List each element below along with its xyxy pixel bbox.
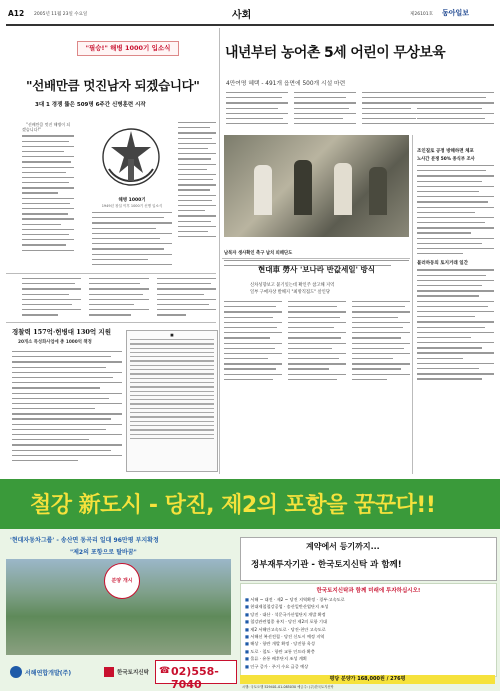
ad-callout-body: 정부재투자기관 - 한국토지신탁 과 함께! <box>251 560 402 570</box>
ad-list-item <box>245 596 492 603</box>
brand-name: 동아일보 <box>442 9 470 17</box>
ad-list-item-text: 서해선 복선전철 · 당진 신도시 예정 지역 <box>250 634 325 640</box>
ad-list-item-text: 현대제철철강공업 · 송산일반산업단지 조성 <box>250 604 329 610</box>
ad-list-item <box>245 603 492 610</box>
check-icon: ■ <box>245 663 251 669</box>
company2-icon <box>104 667 114 677</box>
emblem-caption <box>92 197 172 209</box>
article4-subhead2: 일부 구매자상 발해지 "최방직접도" 살인당 <box>250 290 330 295</box>
ad-list-item-text: 도로 · 철도 · 항만 교통 인프라 확충 <box>250 648 315 654</box>
ad-phone-box[interactable] <box>155 660 237 691</box>
section-title: 사회 <box>232 10 252 21</box>
ad-list-item <box>245 640 492 647</box>
ad-list-item <box>245 663 492 670</box>
ad-list <box>241 594 496 672</box>
brand-logo <box>442 8 469 18</box>
sidebar-item1-sub: 노사간 분쟁 50% 종식부 조사 <box>417 157 475 162</box>
ad-callout <box>240 537 497 581</box>
ad-list-item <box>245 626 492 633</box>
emblem-caption-body <box>92 212 172 269</box>
article4-headline: 현대車 勞사 '보나라 반값세일' 방식 <box>258 265 375 274</box>
check-icon: ■ <box>245 648 251 654</box>
sidebar-body <box>417 92 494 128</box>
company2-name: 한국토지신탁 <box>117 670 149 676</box>
kicker-box <box>77 41 179 56</box>
ad-list-panel <box>240 583 497 677</box>
section-divider <box>6 322 216 323</box>
ad-list-item-text: 인구 증가 · 주거 수요 급증 예상 <box>250 663 309 669</box>
edition-number: 제26101호 <box>410 12 434 17</box>
company1-name: 서해연합개발(주) <box>25 669 72 677</box>
ad-list-item <box>245 618 492 625</box>
ad-price: 평당 분양가 168,000원 / 276평 <box>329 676 406 682</box>
emblem-caption-title: 해병 1000기 <box>118 198 146 203</box>
article1-footer-body <box>22 278 216 320</box>
news-photo <box>224 135 409 237</box>
ad-list-item-text: 제2 서해안고속도로 · 당진-천안 고속도로 <box>250 626 326 632</box>
ad-aerial-photo <box>6 559 231 655</box>
ad-list-item <box>245 655 492 662</box>
check-icon: ■ <box>245 656 251 662</box>
check-icon: ■ <box>245 641 251 647</box>
ad-list-item-text: 철강관련업종 유치 · 당진 제2의 포항 기대 <box>250 619 328 625</box>
column-divider <box>412 135 413 474</box>
check-icon: ■ <box>245 611 251 617</box>
article1-body-col3 <box>178 122 216 272</box>
sidebar-item1-title: 조인질로 공정 방해하면 체포 <box>417 149 474 154</box>
article1-subhead: 3대 1 경쟁 뚫은 509명 6주간 신병훈련 시작 <box>35 102 146 108</box>
ad-company2 <box>104 661 149 683</box>
ad-list-item <box>245 648 492 655</box>
ad-list-item-text: 물류 · 유통 배후단지 조성 계획 <box>250 656 307 662</box>
article3-subhead: 4만여명 혜택 - 491개 읍면에 500개 시설 마련 <box>226 81 346 87</box>
article4-subhead: 신차성향보고 붙기잇는데 확인주 참고해 지역 <box>250 283 335 288</box>
article2-headline: 경찰력 157억·헌병대 130억 지원 <box>12 328 111 336</box>
sidebar-section <box>417 148 494 384</box>
article2-body <box>12 351 122 465</box>
check-icon: ■ <box>245 634 251 640</box>
page-number: A12 <box>8 9 25 18</box>
emblem-caption-text: 1949년 창설 이후 1000기 신병 입소식 <box>101 204 163 208</box>
article2-subhead: 20개소 특성화사업에 총 1000억 책정 <box>18 340 92 345</box>
page-header <box>0 0 500 26</box>
ad-headline: 철강 新도시 - 당진, 제2의 포항을 꿈꾼다!! <box>30 493 436 518</box>
ad-list-item <box>245 611 492 618</box>
check-icon: ■ <box>245 597 251 602</box>
column-divider <box>219 28 220 474</box>
article4-body <box>224 301 410 384</box>
ad-phone: 02)558-7040 <box>171 665 219 691</box>
kicker: "필승!" 해병 1000기 입소식 <box>85 44 171 52</box>
article1-headline: "선배만큼 멋진남자 되겠습니다" <box>26 78 200 93</box>
ad-badge-text: 분양 개시 <box>111 578 133 584</box>
article1-body-col1 <box>22 122 74 272</box>
check-icon: ■ <box>245 604 251 610</box>
check-icon: ■ <box>245 626 251 632</box>
article1-lead: "선배만큼 멋진 해병이 되겠습니다!" <box>22 122 71 133</box>
photo-caption-title: 남북자 생사확인 촉구 납치 피해단도 <box>224 251 293 256</box>
article3-headline: 내년부터 농어촌 5세 어린이 무상보육 <box>225 45 446 61</box>
ad-list-title: 한국토지신탁과 함께 미래에 투자하십시오! <box>316 588 421 594</box>
section-divider <box>6 273 216 274</box>
data-table: ■ <box>126 330 218 472</box>
ad-banner <box>0 479 500 529</box>
ad-badge <box>104 563 140 599</box>
check-icon: ■ <box>245 619 251 625</box>
advertisement <box>0 479 500 691</box>
ad-price-bar <box>240 675 495 684</box>
ad-company1 <box>10 661 71 683</box>
ad-list-item-text: 서해 ~ 대전 · 제2 ~ 당진 지역확정 · 경부·고속도로 <box>250 597 345 602</box>
marine-emblem <box>95 121 167 195</box>
ad-callout-title: 계약에서 등기까지... <box>306 542 380 551</box>
ad-bottom-note: 시행: 국토오행 529401-01-085030 예금주: (주)한국토지신탁 <box>242 685 334 689</box>
date-line: 2005년 11월 23일 수요일 <box>34 12 88 17</box>
ad-sub-left: '현대자동차그룹' - 송산면 동곡리 일대 96만평 부지확정 <box>10 537 159 544</box>
ad-list-item-text: 당진 · 대산 · 석문국가산업단지 개발 확정 <box>250 611 326 617</box>
header-rule <box>6 24 494 26</box>
ad-list-item-text: 해상 · 항만 개발 확정 · 당진항 육성 <box>250 641 315 647</box>
phone-icon: ☎ <box>159 666 171 676</box>
ad-list-item <box>245 633 492 640</box>
ad-sub-left2: "제2의 포항으로 탈바꿈" <box>70 549 137 556</box>
sidebar-item2-title: 불러하동의 토지거래 일간 <box>417 261 468 267</box>
company1-icon <box>10 666 22 678</box>
section-divider <box>222 258 410 259</box>
